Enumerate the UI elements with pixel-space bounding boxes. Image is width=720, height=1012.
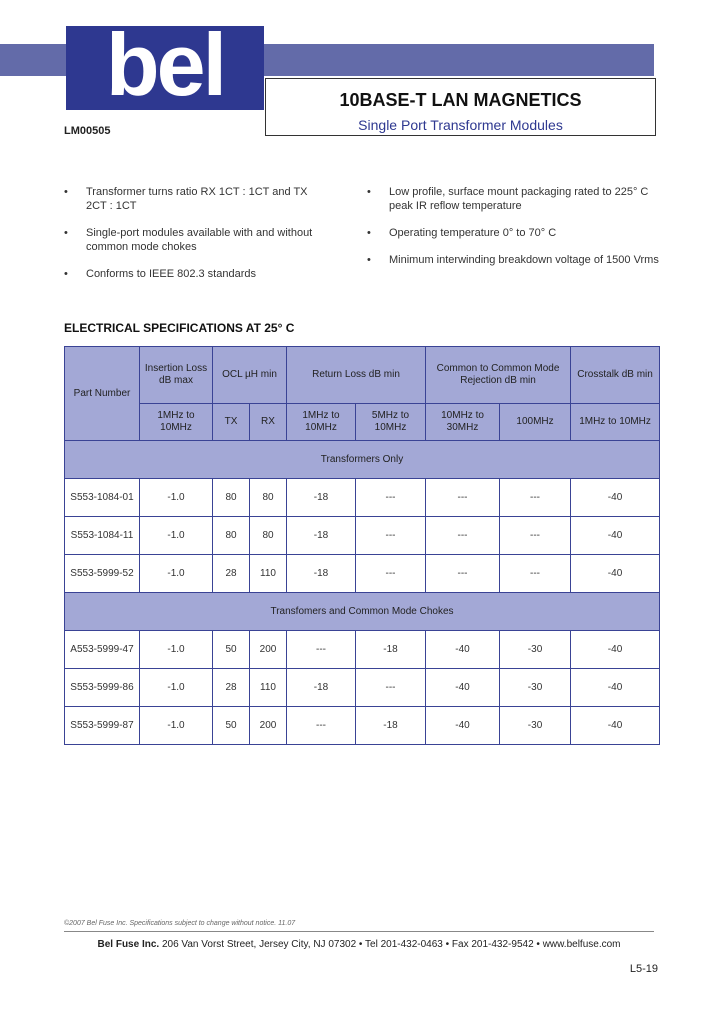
page-subtitle: Single Port Transformer Modules: [358, 117, 563, 133]
header-insertion-loss: Insertion Loss dB max: [140, 347, 213, 404]
table-cell: 80: [250, 517, 287, 555]
table-row: [65, 479, 660, 517]
table-cell: -40: [426, 631, 500, 669]
part-number-cell: S553-5999-86: [65, 669, 140, 707]
table-cell: 200: [250, 631, 287, 669]
subheader-cell: 1MHz to 10MHz: [140, 404, 213, 441]
feature-right-3: • Minimum interwinding breakdown voltage of 1500 Vrms: [367, 254, 659, 266]
table-cell: 28: [213, 669, 250, 707]
table-cell: ---: [356, 479, 426, 517]
page-title: 10BASE-T LAN MAGNETICS: [339, 90, 582, 110]
table-cell: ---: [500, 479, 571, 517]
table-cell: -18: [287, 555, 356, 593]
table-cell: -40: [571, 631, 660, 669]
table-row: [65, 517, 660, 555]
feature-left-2: • Single-port modules available with and without common mode chokes: [64, 227, 313, 253]
table-cell: -1.0: [140, 669, 213, 707]
table-cell: 28: [213, 555, 250, 593]
subheader-cell: RX: [250, 404, 287, 441]
footer-address: [64, 939, 654, 950]
footer-divider: [64, 931, 654, 932]
table-cell: ---: [426, 517, 500, 555]
part-number-cell: S553-5999-87: [65, 707, 140, 745]
part-number-cell: S553-1084-11: [65, 517, 140, 555]
feature-left-3: • Conforms to IEEE 802.3 standards: [64, 268, 256, 280]
table-cell: -40: [571, 555, 660, 593]
subheader-cell: TX: [213, 404, 250, 441]
part-number-cell: S553-5999-52: [65, 555, 140, 593]
table-cell: -40: [426, 669, 500, 707]
section-title-transformers-only: Transformers Only: [65, 441, 660, 479]
header-common-mode-rejection: Common to Common Mode Rejection dB min: [426, 347, 571, 404]
feature-left-1: • Transformer turns ratio RX 1CT : 1CT and TX 2CT : 1CT: [64, 186, 308, 212]
spec-table: [64, 346, 660, 745]
header-part-number: Part Number: [65, 347, 140, 441]
part-number-cell: A553-5999-47: [65, 631, 140, 669]
table-cell: ---: [356, 669, 426, 707]
table-cell: 80: [250, 479, 287, 517]
table-cell: ---: [287, 631, 356, 669]
table-cell: 50: [213, 631, 250, 669]
table-cell: ---: [500, 517, 571, 555]
subheader-cell: 1MHz to 10MHz: [287, 404, 356, 441]
spec-heading: ELECTRICAL SPECIFICATIONS AT 25° C: [64, 321, 295, 335]
header-return-loss: Return Loss dB min: [287, 347, 426, 404]
part-number-cell: S553-1084-01: [65, 479, 140, 517]
table-cell: -1.0: [140, 517, 213, 555]
table-cell: -1.0: [140, 707, 213, 745]
bullet-icon: •: [64, 186, 68, 198]
table-cell: ---: [426, 479, 500, 517]
company-name: Bel Fuse Inc.: [97, 939, 160, 950]
bullet-icon: •: [367, 254, 371, 266]
table-cell: 50: [213, 707, 250, 745]
bullet-icon: •: [367, 227, 371, 239]
table-cell: -18: [356, 631, 426, 669]
subheader-cell: 5MHz to 10MHz: [356, 404, 426, 441]
table-cell: -40: [571, 669, 660, 707]
table-cell: -40: [426, 707, 500, 745]
bullet-icon: •: [64, 227, 68, 239]
address-text: 206 Van Vorst Street, Jersey City, NJ 07302 • Tel 201-432-0463 • Fax 201-432-9542 • www.belfuse.com: [161, 939, 621, 950]
bel-logo: bel: [105, 15, 225, 114]
table-cell: ---: [356, 517, 426, 555]
table-cell: -1.0: [140, 631, 213, 669]
table-cell: -30: [500, 707, 571, 745]
table-row: [65, 555, 660, 593]
table-cell: ---: [356, 555, 426, 593]
subheader-cell: 10MHz to 30MHz: [426, 404, 500, 441]
section-title-transformers-and-chokes: Transfomers and Common Mode Chokes: [65, 593, 660, 631]
subheader-cell: 100MHz: [500, 404, 571, 441]
page-number: L5-19: [629, 963, 658, 975]
table-cell: 110: [250, 555, 287, 593]
table-cell: ---: [287, 707, 356, 745]
table-cell: ---: [426, 555, 500, 593]
table-cell: -18: [287, 479, 356, 517]
table-cell: -30: [500, 631, 571, 669]
table-cell: -18: [287, 517, 356, 555]
feature-right-1: • Low profile, surface mount packaging rated to 225° C peak IR reflow temperature: [367, 186, 649, 212]
table-cell: 110: [250, 669, 287, 707]
table-row: [65, 707, 660, 745]
table-cell: ---: [500, 555, 571, 593]
table-cell: 80: [213, 479, 250, 517]
table-cell: -1.0: [140, 479, 213, 517]
document-code: LM00505: [64, 125, 111, 137]
table-cell: -40: [571, 707, 660, 745]
table-row: [65, 631, 660, 669]
feature-right-2: • Operating temperature 0° to 70° C: [367, 227, 557, 239]
table-cell: -18: [287, 669, 356, 707]
table-row: [65, 669, 660, 707]
header-crosstalk: Crosstalk dB min: [571, 347, 660, 404]
bullet-icon: •: [367, 186, 371, 198]
table-cell: 200: [250, 707, 287, 745]
copyright-note: ©2007 Bel Fuse Inc. Specifications subject to change without notice. 11.07: [64, 920, 296, 927]
table-cell: -40: [571, 517, 660, 555]
table-cell: -40: [571, 479, 660, 517]
table-cell: -1.0: [140, 555, 213, 593]
subheader-cell: 1MHz to 10MHz: [571, 404, 660, 441]
table-cell: 80: [213, 517, 250, 555]
bullet-icon: •: [64, 268, 68, 280]
table-cell: -30: [500, 669, 571, 707]
header-ocl: OCL µH min: [213, 347, 287, 404]
table-cell: -18: [356, 707, 426, 745]
